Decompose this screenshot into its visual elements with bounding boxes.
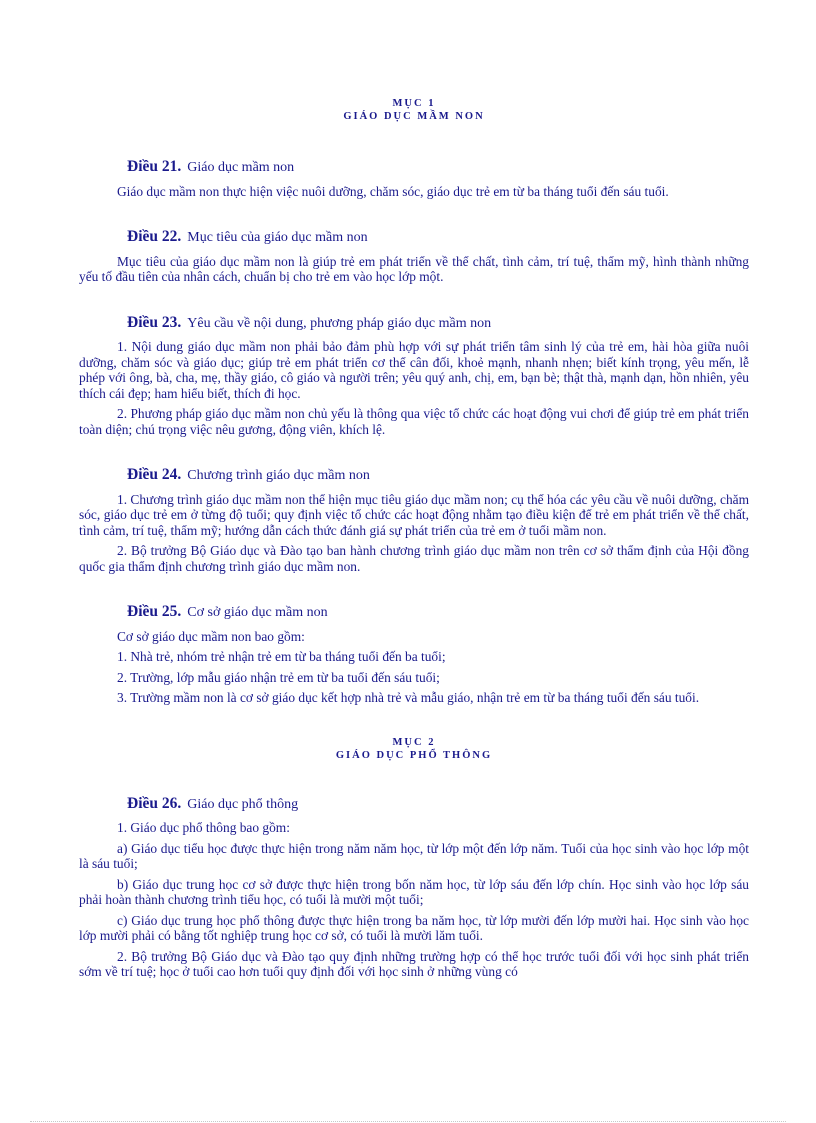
article-number: Điều 26. [127, 794, 182, 812]
article-number: Điều 21. [127, 158, 182, 175]
article-number: Điều 24. [127, 466, 182, 483]
article-paragraph: 2. Phương pháp giáo dục mầm non chủ yếu là thông qua việc tổ chức các hoạt động vui chơi để giúp trẻ em phát triển toàn diện; chú trọng việc nêu gương, động viên, khích lệ. [79, 406, 749, 437]
article-22-title [79, 229, 749, 246]
section-label: MỤC 2 [392, 736, 436, 748]
article-paragraph: 2. Bộ trưởng Bộ Giáo dục và Đào tạo ban hành chương trình giáo dục mầm non trên cơ sở thẩm định của Hội đồng quốc gia thẩm định chương trình giáo dục mầm non. [79, 543, 749, 574]
section-label: MỤC 1 [392, 98, 436, 109]
article-paragraph: Giáo dục mầm non thực hiện việc nuôi dưỡng, chăm sóc, giáo dục trẻ em từ ba tháng tuổi đến sáu tuổi. [117, 183, 669, 199]
article-number: Điều 23. [127, 313, 182, 331]
article-25-title [79, 604, 749, 621]
article-paragraph: Mục tiêu của giáo dục mầm non là giúp trẻ em phát triển về thể chất, tình cảm, trí tuệ, thẩm mỹ, hình thành những yếu tố đầu tiên của nhân cách, chuẩn bị cho trẻ em vào học lớp một. [79, 253, 749, 284]
article-name: Giáo dục phổ thông [187, 796, 299, 812]
article-number: Điều 22. [127, 228, 182, 245]
article-paragraph: 1. Nhà trẻ, nhóm trẻ nhận trẻ em từ ba tháng tuổi đến ba tuổi; [117, 649, 446, 664]
article-number: Điều 25. [127, 603, 182, 620]
page-bottom-rule [30, 1121, 786, 1122]
section-1-heading [79, 97, 749, 123]
article-paragraph: 1. Giáo dục phổ thông bao gồm: [117, 820, 290, 835]
article-paragraph: 3. Trường mầm non là cơ sở giáo dục kết hợp nhà trẻ và mẫu giáo, nhận trẻ em từ ba tháng tuổi đến sáu tuổi. [117, 690, 700, 705]
article-paragraph: Cơ sở giáo dục mầm non bao gồm: [117, 628, 305, 644]
section-2-heading [79, 736, 749, 762]
section-title: GIÁO DỤC MẦM NON [343, 111, 485, 122]
article-name: Giáo dục mầm non [187, 160, 295, 175]
document-content [79, 97, 749, 980]
article-name: Chương trình giáo dục mầm non [187, 468, 370, 483]
article-paragraph: 1. Chương trình giáo dục mầm non thể hiện mục tiêu giáo dục mầm non; cụ thể hóa các yêu cầu về nuôi dưỡng, chăm sóc, giáo dục trẻ em ở từng độ tuổi; quy định việc tổ chức các hoạt động nhằm tạo điều kiện để trẻ em phát triển về thể chất, tình cảm, trí tuệ, thẩm mỹ; hướng dẫn cách thức đánh giá sự phát triển của trẻ em ở tuổi mầm non. [79, 491, 749, 538]
article-paragraph: a) Giáo dục tiểu học được thực hiện trong năm năm học, từ lớp một đến lớp năm. Tuổi của học sinh vào học lớp một là sáu tuổi; [79, 840, 749, 871]
article-26-title [79, 796, 749, 813]
article-23-title [79, 315, 749, 332]
article-paragraph: c) Giáo dục trung học phổ thông được thực hiện trong ba năm học, từ lớp mười đến lớp mười hai. Học sinh vào học lớp mười phải có bằng tốt nghiệp trung học cơ sở, có tuổi là mười lăm tuổi. [79, 912, 749, 943]
article-name: Cơ sở giáo dục mầm non [187, 605, 328, 620]
article-paragraph: b) Giáo dục trung học cơ sở được thực hiện trong bốn năm học, từ lớp sáu đến lớp chín. Học sinh vào học lớp sáu phải hoàn thành chương trình tiểu học, có tuổi là mười một tuổi; [79, 876, 749, 907]
article-paragraph: 1. Nội dung giáo dục mầm non phải bảo đảm phù hợp với sự phát triển tâm sinh lý của trẻ em, hài hòa giữa nuôi dưỡng, chăm sóc và giáo dục; giúp trẻ em phát triển cơ thể cân đối, khoẻ mạnh, nhanh nhẹn; biết kính trọng, yêu mến, lễ phép với ông, bà, cha, mẹ, thầy giáo, cô giáo và người trên; yêu quý anh, chị, em, bạn bè; thật thà, mạnh dạn, hồn nhiên, yêu thích cái đẹp; ham hiểu biết, thích đi học. [79, 339, 749, 401]
article-21-title [79, 159, 749, 176]
article-24-title [79, 467, 749, 484]
article-name: Mục tiêu của giáo dục mầm non [187, 230, 368, 245]
article-paragraph: 2. Trường, lớp mẫu giáo nhận trẻ em từ ba tuổi đến sáu tuổi; [117, 669, 440, 685]
section-title: GIÁO DỤC PHỔ THÔNG [335, 749, 493, 761]
article-paragraph: 2. Bộ trưởng Bộ Giáo dục và Đào tạo quy định những trường hợp có thể học trước tuổi đối với học sinh phát triển sớm về trí tuệ; học ở tuổi cao hơn tuổi quy định đối với học sinh ở những vùng có [79, 948, 749, 979]
article-name: Yêu cầu về nội dung, phương pháp giáo dục mầm non [187, 315, 492, 331]
